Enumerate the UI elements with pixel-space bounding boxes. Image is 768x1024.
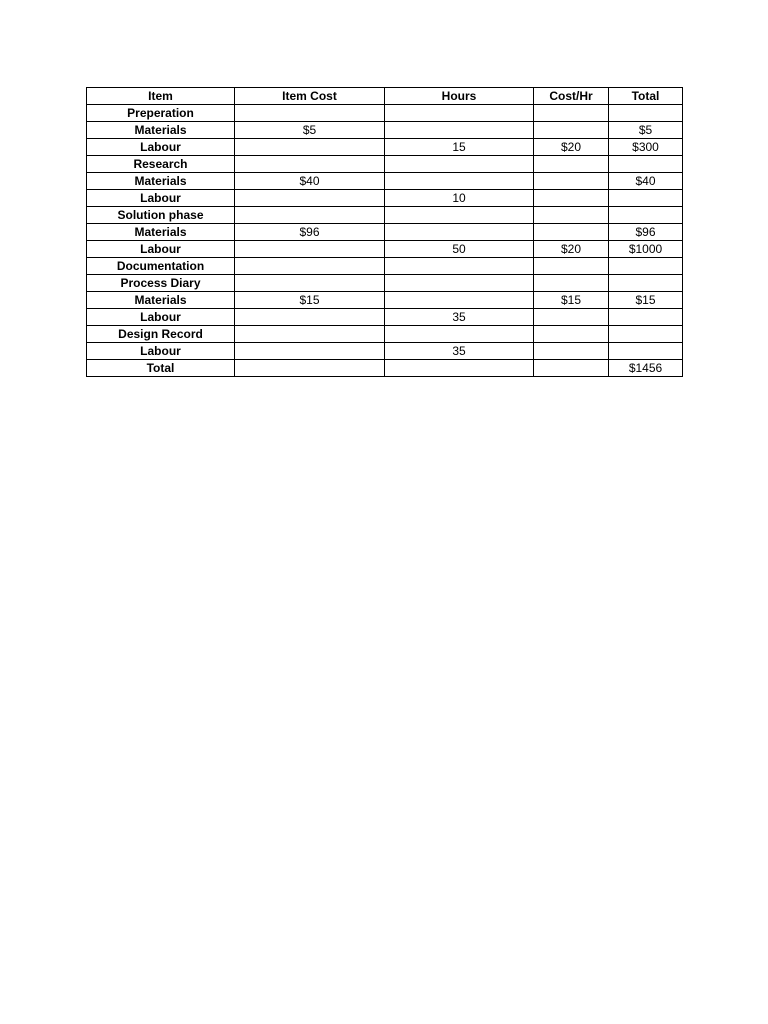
- table-row: [87, 139, 683, 156]
- table-body: [87, 105, 683, 377]
- item-cell: Documentation: [87, 258, 235, 275]
- cost-per-hour-cell: [534, 105, 609, 122]
- cost-per-hour-cell: [534, 326, 609, 343]
- table-row: [87, 105, 683, 122]
- item-cell: Labour: [87, 139, 235, 156]
- item-cost-cell: [235, 326, 385, 343]
- cost-per-hour-cell: [534, 275, 609, 292]
- table-row: [87, 343, 683, 360]
- hours-cell: [385, 292, 534, 309]
- hours-cell: [385, 275, 534, 292]
- item-cell: Materials: [87, 122, 235, 139]
- item-cost-cell: [235, 105, 385, 122]
- cost-per-hour-cell: $20: [534, 241, 609, 258]
- item-cost-cell: [235, 156, 385, 173]
- total-cell: $96: [609, 224, 683, 241]
- item-cost-cell: $5: [235, 122, 385, 139]
- item-cell: Materials: [87, 173, 235, 190]
- hours-cell: [385, 173, 534, 190]
- cost-table: [86, 87, 683, 377]
- item-cell: Process Diary: [87, 275, 235, 292]
- hours-cell: [385, 122, 534, 139]
- cost-per-hour-cell: [534, 207, 609, 224]
- table-row: [87, 326, 683, 343]
- total-cell: [609, 309, 683, 326]
- hours-cell: [385, 105, 534, 122]
- cost-per-hour-cell: $15: [534, 292, 609, 309]
- header-cost-per-hour: Cost/Hr: [534, 88, 609, 105]
- hours-cell: [385, 207, 534, 224]
- total-cell: [609, 275, 683, 292]
- item-cell: Design Record: [87, 326, 235, 343]
- table-row: [87, 207, 683, 224]
- header-item: Item: [87, 88, 235, 105]
- table-row: [87, 190, 683, 207]
- table-row: [87, 156, 683, 173]
- total-cell: $1000: [609, 241, 683, 258]
- cost-per-hour-cell: [534, 343, 609, 360]
- hours-cell: 50: [385, 241, 534, 258]
- hours-cell: 35: [385, 309, 534, 326]
- table-row: [87, 173, 683, 190]
- total-cell: $300: [609, 139, 683, 156]
- table-row: [87, 258, 683, 275]
- item-cost-cell: [235, 275, 385, 292]
- item-cell: Total: [87, 360, 235, 377]
- header-item-cost: Item Cost: [235, 88, 385, 105]
- table-row: [87, 360, 683, 377]
- item-cell: Research: [87, 156, 235, 173]
- cost-per-hour-cell: [534, 190, 609, 207]
- cost-per-hour-cell: [534, 156, 609, 173]
- total-cell: [609, 326, 683, 343]
- item-cost-cell: [235, 309, 385, 326]
- table-header-row: [87, 88, 683, 105]
- hours-cell: [385, 258, 534, 275]
- header-hours: Hours: [385, 88, 534, 105]
- hours-cell: [385, 224, 534, 241]
- hours-cell: [385, 360, 534, 377]
- item-cell: Labour: [87, 190, 235, 207]
- item-cost-cell: [235, 190, 385, 207]
- table-row: [87, 275, 683, 292]
- item-cost-cell: [235, 139, 385, 156]
- total-cell: [609, 190, 683, 207]
- hours-cell: [385, 156, 534, 173]
- item-cost-cell: $40: [235, 173, 385, 190]
- item-cost-cell: [235, 207, 385, 224]
- cost-per-hour-cell: [534, 258, 609, 275]
- item-cost-cell: $15: [235, 292, 385, 309]
- cost-per-hour-cell: [534, 309, 609, 326]
- total-cell: $15: [609, 292, 683, 309]
- item-cell: Labour: [87, 241, 235, 258]
- header-total: Total: [609, 88, 683, 105]
- item-cell: Preperation: [87, 105, 235, 122]
- total-cell: [609, 258, 683, 275]
- item-cell: Materials: [87, 224, 235, 241]
- cost-per-hour-cell: [534, 122, 609, 139]
- table-row: [87, 241, 683, 258]
- item-cell: Labour: [87, 343, 235, 360]
- table-row: [87, 309, 683, 326]
- item-cost-cell: [235, 343, 385, 360]
- item-cell: Labour: [87, 309, 235, 326]
- table-row: [87, 122, 683, 139]
- item-cost-cell: [235, 258, 385, 275]
- cost-per-hour-cell: [534, 360, 609, 377]
- total-cell: $40: [609, 173, 683, 190]
- hours-cell: 10: [385, 190, 534, 207]
- hours-cell: 15: [385, 139, 534, 156]
- table-row: [87, 224, 683, 241]
- hours-cell: [385, 326, 534, 343]
- total-cell: [609, 105, 683, 122]
- cost-per-hour-cell: [534, 224, 609, 241]
- item-cell: Solution phase: [87, 207, 235, 224]
- item-cost-cell: [235, 360, 385, 377]
- total-cell: $1456: [609, 360, 683, 377]
- item-cost-cell: $96: [235, 224, 385, 241]
- cost-per-hour-cell: [534, 173, 609, 190]
- item-cost-cell: [235, 241, 385, 258]
- total-cell: [609, 207, 683, 224]
- total-cell: [609, 343, 683, 360]
- total-cell: $5: [609, 122, 683, 139]
- total-cell: [609, 156, 683, 173]
- cost-per-hour-cell: $20: [534, 139, 609, 156]
- table-row: [87, 292, 683, 309]
- hours-cell: 35: [385, 343, 534, 360]
- item-cell: Materials: [87, 292, 235, 309]
